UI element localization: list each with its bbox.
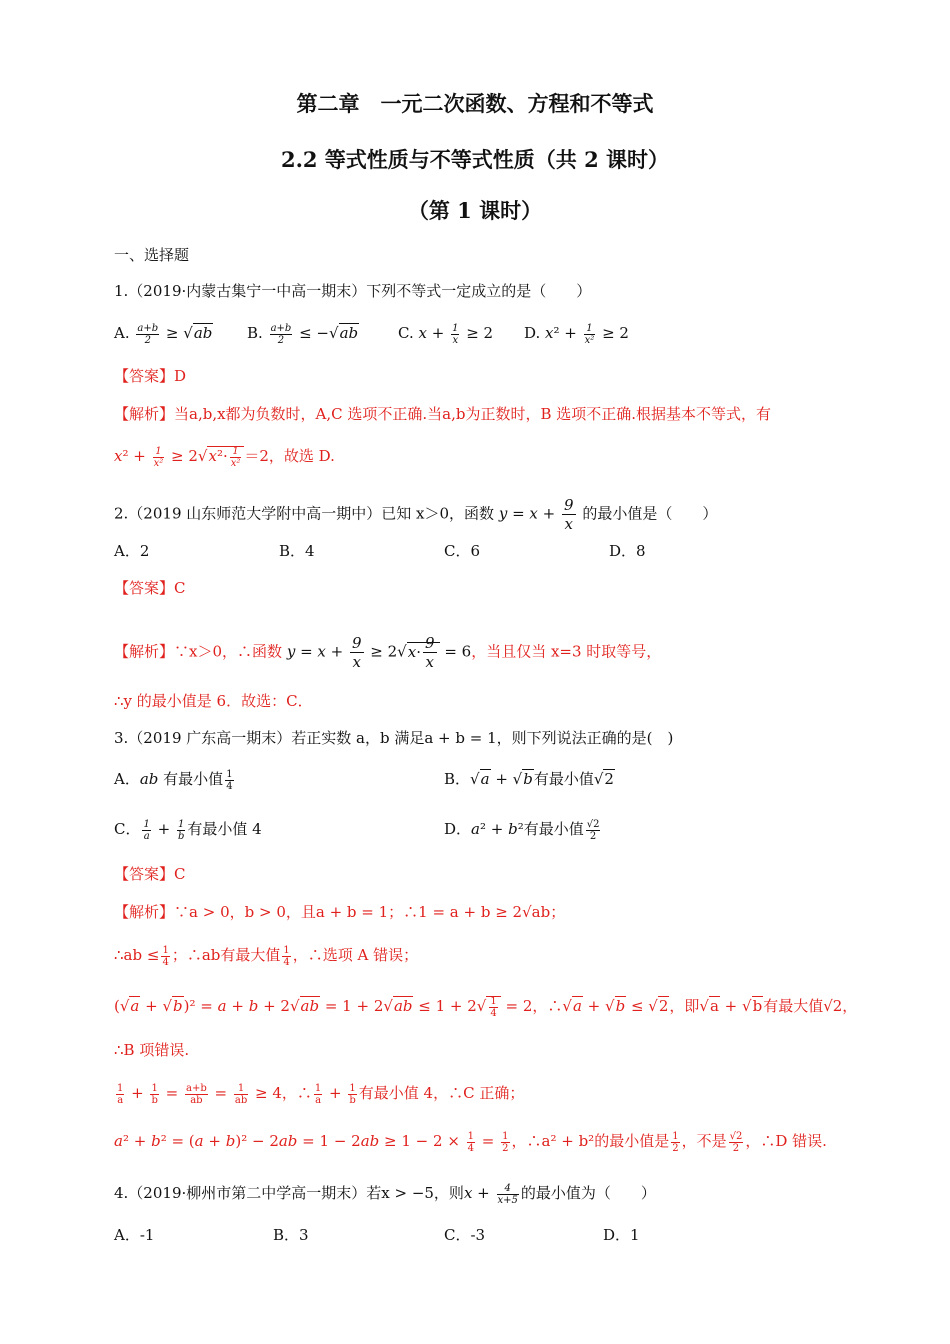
q4-option-c: C．-3	[444, 1226, 486, 1244]
q1-option-d: D. x² + $\frac{1}{\text{x²}}$ ≥ 2	[524, 322, 629, 346]
q3-option-a: A．ab 有最小值 $\frac{1}{4}$	[114, 768, 233, 792]
q4-option-d: D．1	[603, 1226, 640, 1244]
q4-stem: 4.（2019·柳州市第二中学高一期末）若x > −5，则x + $\frac{4}{x+5}$ 的最小值为（ ）	[114, 1182, 656, 1206]
q2-option-d: D．8	[609, 542, 646, 560]
q1-answer: 【答案】D	[114, 367, 187, 385]
lesson-title: （第 1 课时）	[407, 198, 543, 223]
q1-option-b: B. $\frac{a+b}{2}$ ≤ −√ab	[247, 322, 359, 346]
q3-option-b: B．√a + √b有最小值√2	[444, 770, 614, 788]
q2-analysis-line1: 【解析】∵x＞0，∴函数 y = x + $\frac{9}{x}$ ≥ 2√x· $\frac{9}{x}$ = 6，当且仅当 x=3 时取等号，	[114, 634, 662, 671]
section-heading: 一、选择题	[114, 246, 190, 264]
q3-answer: 【答案】C	[114, 865, 186, 883]
q2-stem: 2.（2019 山东师范大学附中高一期中）已知 x＞0，函数 y = x + $\frac{9}{x}$ 的最小值是（ ）	[114, 496, 718, 533]
section-title: 2.2 等式性质与不等式性质（共 2 课时）	[280, 147, 670, 172]
q3-analysis-line1: 【解析】∵a > 0，b > 0，且a + b = 1；∴1 = a + b ≥ 2√ab；	[114, 903, 566, 921]
q3-analysis-line5: $\frac{1}{a}$ + $\frac{1}{b}$ = $\frac{a+b}{ab}$ = $\frac{1}{ab}$ ≥ 4，∴ $\frac{1}{a}$ + $\frac{1}{b}$ 有最小值 4，∴C 正确；	[117, 1082, 525, 1106]
q3-stem: 3.（2019 广东高一期末）若正实数 a，b 满足a + b = 1，则下列说法正确的是( )	[114, 729, 674, 747]
q1-option-a: A. $\frac{a+b}{2}$ ≥ √ab	[114, 322, 213, 346]
q3-option-d: D．a² + b²有最小值 $\frac{√2}{2}$	[444, 818, 600, 842]
q2-answer: 【答案】C	[114, 579, 186, 597]
q2-analysis-line2: ∴y 的最小值是 6．故选：C．	[114, 692, 313, 710]
q3-analysis-line3: (√a + √b)² = a + b + 2√ab = 1 + 2√ab ≤ 1 + 2√ $\frac{1}{4}$ = 2，∴√a + √b ≤ √2，即√a + √b有最大值√2，	[114, 995, 858, 1019]
q1-option-c: C. x + $\frac{1}{x}$ ≥ 2	[398, 322, 494, 346]
q3-analysis-line4: ∴B 项错误.	[114, 1041, 190, 1059]
q4-option-a: A．-1	[114, 1226, 155, 1244]
q1-analysis-line2: x² + $\frac{1}{\text{x²}}$ ≥ 2√x²· $\frac{1}{\text{x²}}$ ＝2，故选 D.	[114, 445, 335, 469]
chapter-title: 第二章 一元二次函数、方程和不等式	[296, 91, 654, 116]
q2-option-a: A．2	[114, 542, 150, 560]
q1-analysis-line1: 【解析】当a,b,x都为负数时，A,C 选项不正确.当a,b为正数时，B 选项不正确.根据基本不等式，有	[114, 405, 772, 423]
q3-option-c: C． $\frac{1}{a}$ + $\frac{1}{b}$ 有最小值 4	[114, 818, 262, 842]
q1-stem: 1.（2019·内蒙古集宁一中高一期末）下列不等式一定成立的是（ ）	[114, 282, 592, 300]
q3-analysis-line6: a² + b² = (a + b)² − 2ab = 1 − 2ab ≥ 1 − 2 × $\frac{1}{4}$ = $\frac{1}{2}$ ，∴a² + b²的最小值是 $\frac{1}{2}$ ，不是 $\frac{√2}{2}$ ，∴D 错误.	[114, 1130, 827, 1154]
q2-option-b: B．4	[279, 542, 315, 560]
q3-analysis-line2: ∴ab ≤ $\frac{1}{4}$ ；∴ab有最大值 $\frac{1}{4}$ ，∴选项 A 错误；	[114, 944, 419, 968]
q2-option-c: C．6	[444, 542, 481, 560]
q4-option-b: B．3	[273, 1226, 309, 1244]
